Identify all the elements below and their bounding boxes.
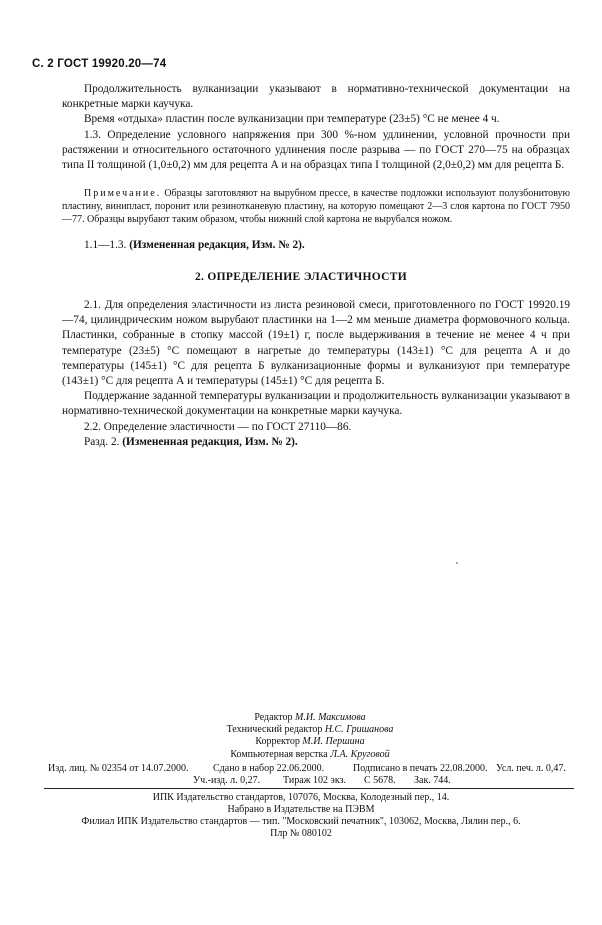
credits-block (180, 712, 440, 761)
publisher-line-2: Набрано в Издательстве на ПЭВМ (227, 804, 375, 815)
note-label: Примечание. (84, 188, 162, 199)
paragraph-2-1: 2.1. Для определения эластичности из листа резиновой смеси, приготовленного по ГОСТ 19920.19—74, цилиндрическим ножом вырубают пластинки на 1—2 мм меньше диаметра формовочного кольца. Пластинки, собранные в стопку массой (19±1) г, после выдерживания в течение не менее 4 ч при температуре (23±5) °С помещают в нагретые до температуры (143±1) °С для рецепта А и до температуры (145±1) °С для рецепта Б вулканизационные формы и вулканизуют при температуре (143±1) °С для рецепта А и температуры (145±1) °С для рецепта Б. (62, 299, 570, 388)
scan-dot (456, 562, 458, 564)
page-header: С. 2 ГОСТ 19920.20—74 (32, 58, 167, 70)
publisher-line-4: Плр № 080102 (270, 828, 332, 839)
paragraph-rest-time: Время «отдыха» пластин после вулканизации при температуре (23±5) °С не менее 4 ч. (84, 113, 500, 126)
divider (44, 788, 574, 789)
imprint-order: Зак. 744. (414, 775, 451, 786)
section-2-body (62, 298, 570, 450)
credit-layout: Компьютерная верстка Л.А. Круговой (230, 748, 390, 760)
imprint-signed: Подписано в печать 22.08.2000. (353, 763, 488, 774)
imprint-order-c: С 5678. (364, 775, 396, 786)
imprint-print-sheets: Усл. печ. л. 0,47. (496, 763, 566, 774)
edit-note-1 (62, 238, 570, 253)
credit-tech-editor: Технический редактор Н.С. Гришанова (226, 724, 394, 736)
note-text: Образцы заготовляют на вырубном прессе, в качестве подложки используют полузбонитовую пластину, винипласт, поронит или резинотканевую пластину, на которую помещают 2—3 слоя картона по ГОСТ 7950—77. Образцы вырубают таким образом, чтобы нижний слой картона не вырубался ножом. (62, 188, 571, 226)
edit-1-bold: (Измененная редакция, Изм. № 2). (129, 239, 305, 251)
paragraph-vulcanization-duration: Продолжительность вулканизации указывают в нормативно-технической документации на конкретные марки каучука. (62, 83, 570, 111)
paragraph-2-1-cont: Поддержание заданной температуры вулканизации и продолжительность вулканизации указывают в нормативно-технической документации на конкретные марки каучука. (62, 390, 570, 418)
edit-2-bold: (Измененная редакция, Изм. № 2). (122, 435, 298, 448)
paragraph-1-3: 1.3. Определение условного напряжения при 300 %-ном удлинении, условной прочности при растяжении и относительного остаточного удлинения после разрыва — по ГОСТ 270—75 на образцах типа II толщиной (1,0±0,2) мм для рецепта А и на образцах типа I толщиной (2,0±0,2) мм для рецепта Б. (62, 128, 570, 172)
imprint-run: Тираж 102 экз. (283, 775, 347, 786)
note-block (62, 187, 570, 227)
section-2-title: 2. ОПРЕДЕЛЕНИЕ ЭЛАСТИЧНОСТИ (195, 271, 407, 283)
edit-2-prefix: Разд. 2. (84, 435, 120, 448)
paragraph-2-2: 2.2. Определение эластичности — по ГОСТ 27110—86. (84, 420, 352, 433)
imprint-license: Изд. лиц. № 02354 от 14.07.2000. (48, 763, 189, 774)
credit-editor: Редактор М.И. Максимова (254, 712, 366, 723)
body-top (62, 82, 570, 173)
credit-corrector: Корректор М.И. Першина (255, 736, 365, 748)
imprint-sent: Сдано в набор 22.06.2000. (213, 763, 325, 774)
edit-1-prefix: 1.1—1.3. (84, 239, 127, 251)
publisher-line-1: ИПК Издательство стандартов, 107076, Москва, Колодезный пер., 14. (152, 792, 450, 803)
publisher-line-3: Филиал ИПК Издательство стандартов — тип. "Московский печатник", 103062, Москва, Лялин пер., 6. (81, 816, 521, 827)
imprint-pub-sheets: Уч.-изд. л. 0,27. (193, 775, 261, 786)
